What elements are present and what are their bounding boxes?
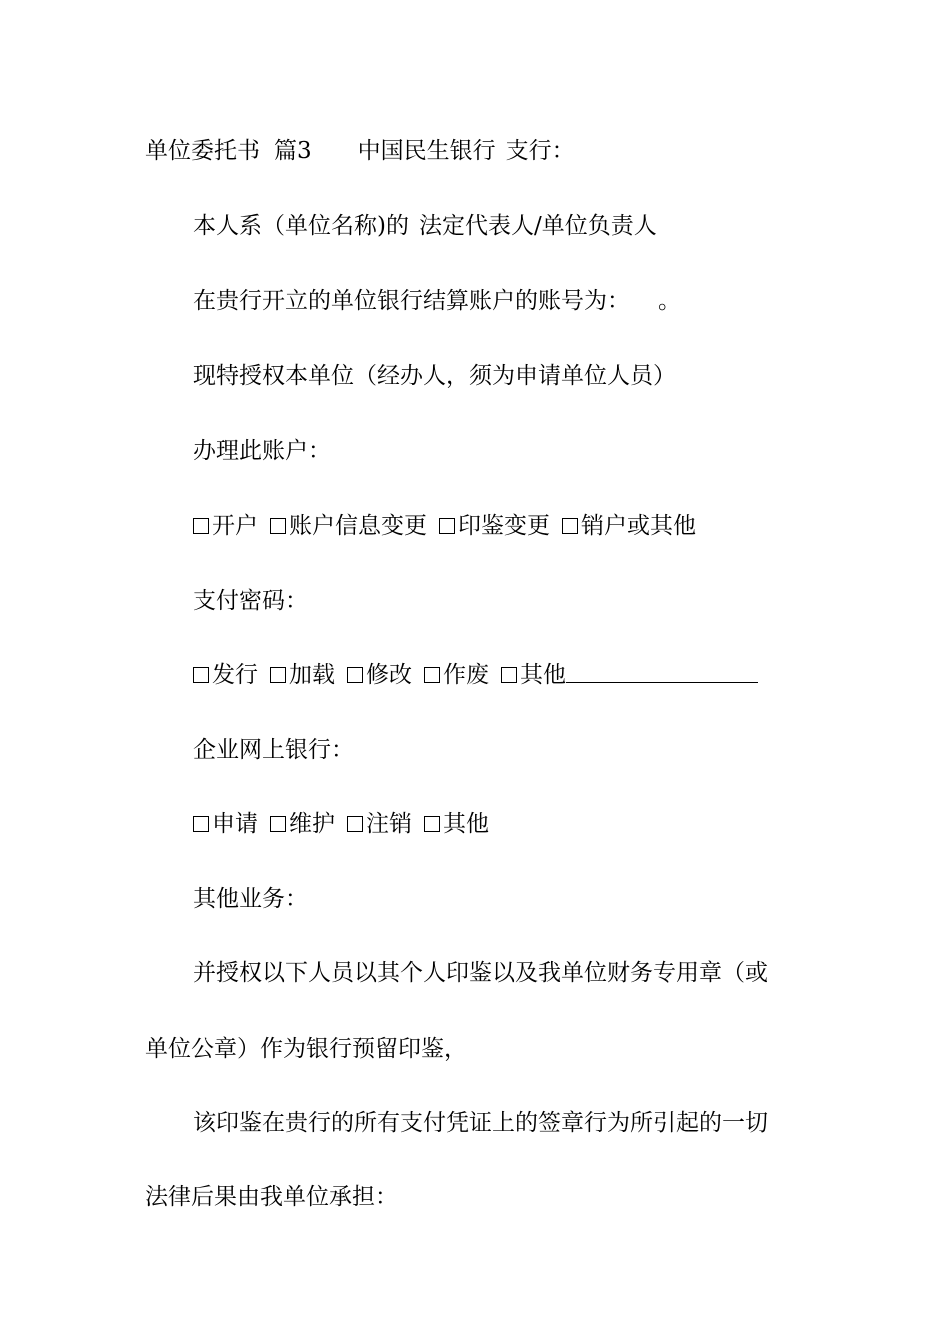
checkbox[interactable] — [270, 667, 286, 683]
checkbox[interactable] — [501, 667, 517, 683]
paragraph-handle-account: 办理此账户： — [193, 438, 331, 464]
checkbox[interactable] — [424, 667, 440, 683]
paragraph-other-business: 其他业务： — [193, 886, 308, 912]
branch-label: 支行： — [505, 138, 575, 164]
bank-name: 中国民生银行 — [357, 138, 496, 164]
password-options — [193, 660, 758, 690]
checkbox[interactable] — [270, 518, 286, 534]
paragraph-account-number — [193, 286, 681, 316]
option-load[interactable]: 加载 — [270, 660, 335, 690]
option-close-or-other[interactable]: 销户或其他 — [562, 511, 696, 541]
account-options — [193, 511, 696, 541]
title-line — [145, 136, 575, 166]
account-number-text: 在贵行开立的单位银行结算账户的账号为： — [193, 288, 630, 314]
option-account-info-change[interactable]: 账户信息变更 — [270, 511, 427, 541]
option-open-account[interactable]: 开户 — [193, 511, 258, 541]
period-mark: 。 — [658, 288, 681, 314]
checkbox[interactable] — [347, 816, 363, 832]
ebank-options — [193, 809, 489, 839]
option-void[interactable]: 作废 — [424, 660, 489, 690]
option-issue[interactable]: 发行 — [193, 660, 258, 690]
option-apply[interactable]: 申请 — [193, 809, 258, 839]
other-blank-line[interactable] — [566, 660, 758, 683]
checkbox[interactable] — [193, 518, 209, 534]
paragraph-liability-cont: 法律后果由我单位承担： — [145, 1184, 398, 1210]
paragraph-authorization: 现特授权本单位（经办人，须为申请单位人员） — [193, 363, 676, 389]
checkbox[interactable] — [562, 518, 578, 534]
checkbox[interactable] — [347, 667, 363, 683]
paragraph-payment-password: 支付密码： — [193, 588, 308, 614]
paragraph-seal-authorization-cont: 单位公章）作为银行预留印鉴， — [145, 1036, 467, 1062]
checkbox[interactable] — [270, 816, 286, 832]
paragraph-seal-authorization: 并授权以下人员以其个人印鉴以及我单位财务专用章（或 — [193, 960, 768, 986]
paragraph-legal-representative — [193, 211, 657, 241]
paragraph-online-banking: 企业网上银行： — [193, 737, 354, 763]
option-ebank-other[interactable]: 其他 — [424, 809, 489, 839]
checkbox[interactable] — [439, 518, 455, 534]
option-modify[interactable]: 修改 — [347, 660, 412, 690]
option-maintain[interactable]: 维护 — [270, 809, 335, 839]
option-seal-change[interactable]: 印鉴变更 — [439, 511, 550, 541]
option-other[interactable]: 其他 — [501, 660, 758, 690]
checkbox[interactable] — [193, 667, 209, 683]
unit-name-text: 本人系（单位名称)的 — [193, 213, 409, 239]
document-part: 篇3 — [274, 138, 312, 164]
option-cancel[interactable]: 注销 — [347, 809, 412, 839]
document-title: 单位委托书 — [145, 138, 260, 164]
paragraph-liability: 该印鉴在贵行的所有支付凭证上的签章行为所引起的一切 — [193, 1110, 768, 1136]
checkbox[interactable] — [424, 816, 440, 832]
representative-text: 法定代表人/单位负责人 — [418, 213, 657, 239]
checkbox[interactable] — [193, 816, 209, 832]
